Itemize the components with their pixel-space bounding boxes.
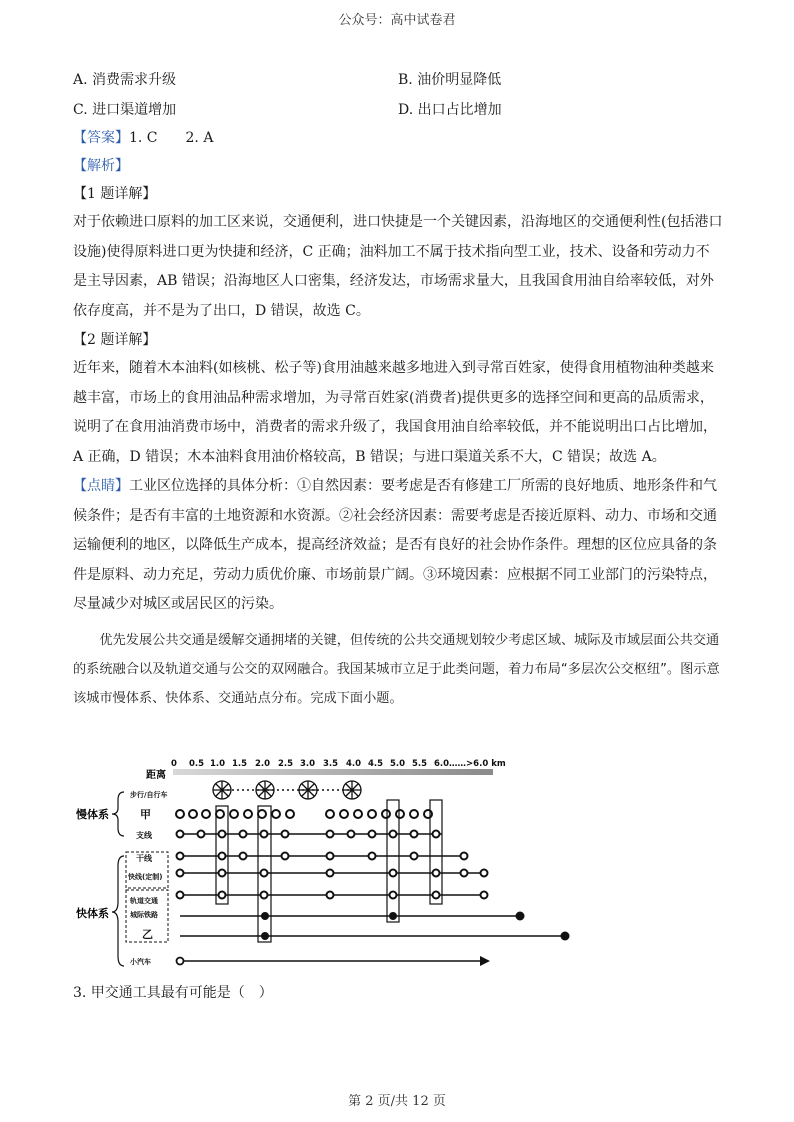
slow-system-label: 慢体系	[76, 808, 109, 821]
jia-station	[340, 810, 348, 818]
row-label: 快线(定制)	[128, 873, 163, 881]
row-label: 轨道交通	[130, 897, 158, 905]
express-station	[219, 870, 226, 877]
express-station	[481, 870, 488, 877]
branch-station	[348, 831, 355, 838]
tick-label: 5.5	[412, 759, 428, 769]
yi-station	[261, 932, 269, 940]
car-arrow-icon	[480, 956, 490, 966]
row-label: 甲	[140, 808, 151, 821]
branch-station	[411, 831, 418, 838]
jia-station	[396, 810, 404, 818]
car-start	[177, 958, 184, 965]
jia-station	[354, 810, 362, 818]
jia-station	[382, 810, 390, 818]
answer-tag: 【答案】	[73, 130, 129, 146]
options-row-1	[73, 64, 723, 94]
express-station	[327, 870, 334, 877]
branch-station	[177, 831, 184, 838]
express-station	[177, 870, 184, 877]
branch-station	[219, 831, 226, 838]
bike-wheel-icon	[256, 781, 274, 799]
trunk-station	[177, 853, 184, 860]
tick-label: 1.0	[210, 759, 226, 769]
intercity-station	[261, 912, 269, 920]
branch-station	[369, 831, 376, 838]
tip-tag: 【点睛】	[73, 478, 129, 494]
distance-label: 距离	[146, 770, 166, 781]
option-a: A. 消费需求升级	[73, 72, 177, 88]
branch-station	[261, 831, 268, 838]
jia-station	[368, 810, 376, 818]
rail-station	[219, 892, 226, 899]
rail-station	[327, 892, 334, 899]
row-label: 小汽车	[130, 958, 151, 966]
tip-paragraph	[73, 472, 723, 620]
rail-station	[177, 892, 184, 899]
row-label: 支线	[136, 831, 152, 840]
question-3: 3. 甲交通工具最有可能是（ ）	[73, 985, 273, 1001]
tick-label: 1.5	[232, 759, 248, 769]
jia-station	[326, 810, 334, 818]
q1-title: 【1 题详解】	[73, 186, 157, 202]
branch-station	[240, 831, 247, 838]
jia-station	[286, 810, 294, 818]
express-station	[390, 870, 397, 877]
branch-station	[198, 831, 205, 838]
passage: 优先发展公共交通是缓解交通拥堵的关键，但传统的公共交通规划较少考虑区域、城际及市域层面公共交通的系统融合以及轨道交通与公交的双网融合。我国某城市立足于此类问题，着力布局“多层次公交枢纽”。图示意该城市慢体系、快体系、交通站点分布。完成下面小题。	[73, 632, 720, 706]
jia-station	[202, 810, 210, 818]
distance-ruler	[173, 769, 493, 775]
page-footer: 第 2 页/共 12 页	[348, 1094, 446, 1109]
q1-body: 对于依赖进口原料的加工区来说，交通便利，进口快捷是一个关键因素，沿海地区的交通便利性(包括港口设施)使得原料进口更为快捷和经济，C 正确；油料加工不属于技术指向型工业，技术、设备和劳动力不是主导因素，AB 错误；沿海地区人口密集，经济发达，市场需求量大，且我国食用油自给率较低，对外依存度高，并不是为了出口，D 错误，故选 C。	[73, 214, 723, 319]
page-header: 公众号：高中试卷君	[338, 13, 456, 28]
trunk-station	[461, 853, 468, 860]
option-b: B. 油价明显降低	[398, 72, 502, 88]
jia-station	[189, 810, 197, 818]
fast-system-bracket	[112, 856, 124, 966]
rail-station	[390, 892, 397, 899]
bike-wheel-icon	[213, 781, 231, 799]
rail-station	[433, 892, 440, 899]
branch-station	[433, 831, 440, 838]
q2-title: 【2 题详解】	[73, 332, 157, 348]
analysis-tag: 【解析】	[73, 158, 129, 174]
options-row-2	[73, 94, 723, 124]
transport-diagram	[72, 752, 602, 974]
jia-station	[272, 810, 280, 818]
tip-body: 工业区位选择的具体分析：①自然因素：要考虑是否有修建工厂所需的良好地质、地形条件和气候条件；是否有丰富的土地资源和水资源。②社会经济因素：需要考虑是否接近原料、动力、市场和交通运输便利的地区，以降低生产成本，提高经济效益；是否有良好的社会协作条件。理想的区位应具备的条件是原料、动力充足，劳动力质优价廉、市场前景广阔。③环境因素：应根据不同工业部门的污染特点，尽量减少对城区或居民区的污染。	[73, 478, 717, 612]
tick-label: 5.0	[390, 759, 406, 769]
answer-line	[73, 124, 723, 152]
tick-label: 6.0……>6.0 km	[434, 759, 506, 769]
hub-box	[387, 800, 399, 922]
express-station	[433, 870, 440, 877]
slow-system-bracket	[112, 792, 124, 836]
express-station	[261, 870, 268, 877]
tick-label: 2.0	[255, 759, 271, 769]
option-c: C. 进口渠道增加	[73, 102, 177, 118]
intercity-station	[516, 912, 525, 921]
branch-station	[390, 831, 397, 838]
bike-wheel-icon	[299, 781, 317, 799]
tick-label: 2.5	[278, 759, 294, 769]
tick-label: 0	[171, 759, 177, 769]
bike-wheel-icon	[343, 781, 361, 799]
row-label: 城际铁路	[130, 911, 158, 919]
jia-station	[176, 810, 184, 818]
trunk-station	[282, 853, 289, 860]
express-station	[461, 870, 468, 877]
page-content	[73, 64, 723, 713]
jia-station	[424, 810, 432, 818]
trunk-station	[240, 853, 247, 860]
row-label: 干线	[136, 854, 152, 863]
branch-station	[327, 831, 334, 838]
rail-station	[261, 892, 268, 899]
rail-station	[481, 892, 488, 899]
tick-label: 3.5	[323, 759, 339, 769]
trunk-station	[411, 853, 418, 860]
trunk-station	[327, 853, 334, 860]
answer-text: 1. C 2. A	[129, 130, 214, 146]
jia-station	[410, 810, 418, 818]
yi-station	[561, 932, 570, 941]
row-label: 乙	[142, 928, 153, 941]
tick-label: 4.5	[368, 759, 384, 769]
q2-body: 近年来，随着木本油料(如核桃、松子等)食用油越来越多地进入到寻常百姓家，使得食用植物油种类越来越丰富，市场上的食用油品种需求增加，为寻常百姓家(消费者)提供更多的选择空间和更高的品质需求，说明了在食用油消费市场中，消费者的需求升级了，我国食用油自给率较低，并不能说明出口占比增加，A 正确，D 错误；木本油料食用油价格较高，B 错误；与进口渠道关系不大，C 错误；故选 A。	[73, 360, 717, 465]
trunk-station	[219, 853, 226, 860]
option-d: D. 出口占比增加	[398, 102, 502, 118]
jia-station	[244, 810, 252, 818]
trunk-station	[369, 853, 376, 860]
jia-station	[216, 810, 224, 818]
tick-label: 0.5	[189, 759, 205, 769]
tick-label: 4.0	[346, 759, 362, 769]
intercity-station	[389, 912, 397, 920]
branch-station	[282, 831, 289, 838]
jia-station	[258, 810, 266, 818]
tick-label: 3.0	[300, 759, 316, 769]
fast-system-label: 快体系	[76, 907, 109, 920]
row-label: 步行/自行车	[130, 791, 168, 799]
jia-station	[230, 810, 238, 818]
distance-ticks	[171, 759, 506, 769]
